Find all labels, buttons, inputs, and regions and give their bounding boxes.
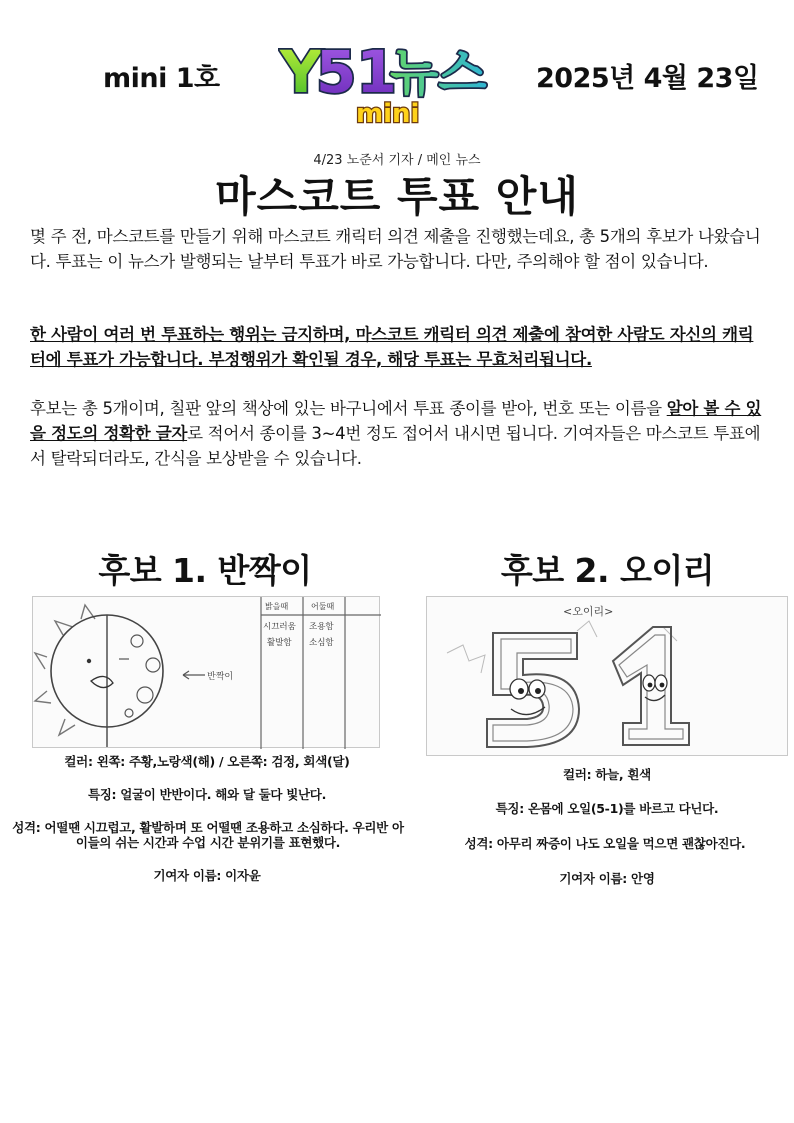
svg-text:51: 51 bbox=[316, 38, 397, 106]
byline: 4/23 노준서 기자 / 메인 뉴스 bbox=[313, 153, 481, 168]
howto-text-c: 로 적어서 종이를 3~4번 정도 접어서 내시면 됩니다. 기여자들은 마스코트 투표에서 탈락되더라도, 간식을 보상받을 수 있습니다. bbox=[30, 424, 761, 468]
issue-date: 2025년 4월 23일 bbox=[536, 63, 759, 94]
sun-moon-sketch bbox=[33, 597, 381, 749]
page-title: 마스코트 투표 안내 bbox=[215, 172, 579, 221]
sketch-col1-b: 활발함 bbox=[267, 638, 292, 648]
howto-emphasis: 알아 볼 수 있을 정도의 정확한 글자 bbox=[30, 399, 762, 443]
sketch-col1-a: 시끄러움 bbox=[263, 622, 296, 632]
sketch-col1-head: 밝을때 bbox=[265, 602, 289, 611]
svg-text:뉴스: 뉴스 bbox=[390, 44, 487, 102]
candidate-2-drawing bbox=[426, 596, 788, 756]
article-paragraph-intro: 몇 주 전, 마스코트를 만들기 위해 마스코트 캐릭터 의견 제출을 진행했는데요, 총 5개의 후보가 나왔습니다. 투표는 이 뉴스가 발행되는 날부터 투표가 바로 가능합니다. 다만, 주의해야 할 점이 있습니다. bbox=[30, 227, 761, 271]
candidate-2-feature: 특징: 온몸에 오일(5-1)를 바르고 다닌다. bbox=[495, 801, 719, 816]
oiri-sketch bbox=[427, 597, 789, 757]
sketch-col2-b: 소심함 bbox=[309, 638, 334, 648]
svg-text:Y: Y bbox=[280, 38, 322, 106]
candidate-2-color: 컬러: 하늘, 흰색 bbox=[563, 767, 651, 782]
sketch-label: <오이리> bbox=[563, 605, 614, 618]
candidate-2-title: 후보 2. 오이리 bbox=[500, 551, 715, 590]
candidate-2-personality: 성격: 아무리 짜증이 나도 오일을 먹으면 괜찮아진다. bbox=[464, 836, 746, 851]
candidate-1-title: 후보 1. 반짝이 bbox=[98, 551, 312, 590]
newspaper-logo bbox=[278, 30, 508, 130]
candidate-2-contributor: 기여자 이름: 안영 bbox=[559, 871, 655, 886]
sketch-col2-a: 조용함 bbox=[309, 622, 334, 632]
sketch-arrow-label: 반짝이 bbox=[207, 672, 234, 682]
article-paragraph-rules: 한 사람이 여러 번 투표하는 행위는 금지하며, 마스코트 캐릭터 의견 제출에 참여한 사람도 자신의 캐릭터에 투표가 가능합니다. 부정행위가 확인될 경우, 해당 투표는 무효처리됩니다. bbox=[30, 325, 754, 369]
svg-text:mini: mini bbox=[356, 99, 420, 129]
sketch-col2-head: 어둘때 bbox=[311, 602, 335, 611]
howto-text-a: 후보는 총 5개이며, 칠판 앞의 책상에 있는 바구니에서 투표 종이를 받아, 번호 또는 이름을 bbox=[30, 399, 667, 418]
candidate-1-color: 컬러: 왼쪽: 주황,노랑색(해) / 오른쪽: 검정, 회색(달) bbox=[64, 754, 350, 769]
candidate-1-feature: 특징: 얼굴이 반반이다. 해와 달 둘다 빛난다. bbox=[87, 787, 327, 802]
article-paragraph-howto bbox=[30, 396, 766, 471]
issue-number: mini 1호 bbox=[103, 63, 220, 94]
candidate-1-drawing bbox=[32, 596, 380, 748]
candidate-1-contributor: 기여자 이름: 이자윤 bbox=[153, 868, 261, 883]
candidate-1-personality: 성격: 어떨땐 시끄럽고, 활발하며 또 어떨땐 조용하고 소심하다. 우리반 아이들의 쉬는 시간과 수업 시간 분위기를 표현했다. bbox=[12, 820, 404, 850]
